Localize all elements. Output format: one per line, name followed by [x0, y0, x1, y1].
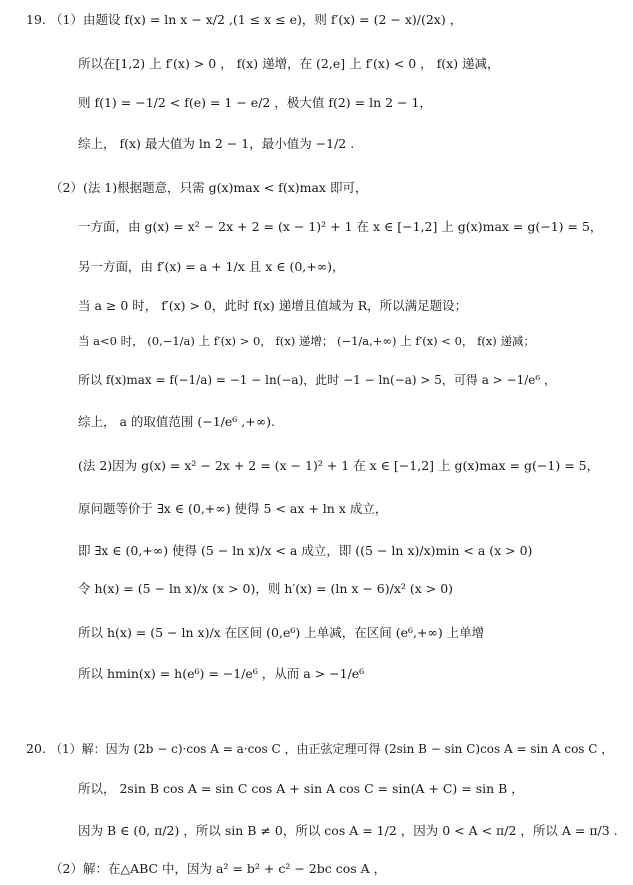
q19-p2-line-8: (法 2)因为 g(x) = x² − 2x + 2 = (x − 1)² + 1 在 x ∈ [−1,2] 上 g(x)max = g(−1) = 5， [78, 458, 600, 473]
q19-p1-line-4: 综上， f(x) 最大值为 ln 2 − 1，最小值为 −1/2 . [78, 136, 355, 151]
q20-p2-line-1: （2）解：在△ABC 中，因为 a² = b² + c² − 2bc cos A ， [50, 861, 387, 876]
q19-p2-line-9: 原问题等价于 ∃x ∈ (0,+∞) 使得 5 < ax + ln x 成立， [78, 501, 388, 516]
q19-p2-line-2: 一方面，由 g(x) = x² − 2x + 2 = (x − 1)² + 1 在 x ∈ [−1,2] 上 g(x)max = g(−1) = 5， [78, 219, 603, 234]
q19-p1-line-1: （1）由题设 f(x) = ln x − x/2 ,(1 ≤ x ≤ e)，则 f′(x) = (2 − x)/(2x) ， [50, 12, 463, 27]
q20-p1-line-3: 因为 B ∈ (0, π/2) ，所以 sin B ≠ 0，所以 cos A = 1/2 ，因为 0 < A < π/2 ，所以 A = π/3 . [78, 823, 618, 838]
q19-p2-line-3: 另一方面，由 f′(x) = a + 1/x 且 x ∈ (0,+∞)， [78, 259, 345, 274]
q19-p2-line-12: 所以 h(x) = (5 − ln x)/x 在区间 (0,e⁶) 上单减，在区间 (e⁶,+∞) 上单增 [78, 625, 485, 640]
q19-p2-line-4: 当 a ≥ 0 时， f′(x) > 0，此时 f(x) 递增且值域为 R，所以满足题设； [78, 298, 468, 313]
q19-p2-line-6: 所以 f(x)max = f(−1/a) = −1 − ln(−a)，此时 −1 − ln(−a) > 5，可得 a > −1/e⁶ ， [78, 373, 557, 387]
question-number: 19. [26, 12, 46, 27]
q19-p2-line-11: 令 h(x) = (5 − ln x)/x (x > 0)，则 h′(x) = (ln x − 6)/x² (x > 0) [78, 581, 454, 596]
q19-p1-line-3: 则 f(1) = −1/2 < f(e) = 1 − e/2 ，极大值 f(2) = ln 2 − 1， [78, 95, 432, 110]
q19-p2-line-13: 所以 hmin(x) = h(e⁶) = −1/e⁶ ，从而 a > −1/e⁶ [78, 666, 365, 681]
question-number: 20. [26, 741, 46, 756]
q19-p2-line-7: 综上， a 的取值范围 (−1/e⁶ ,+∞). [78, 414, 275, 429]
q20-p1-line-2: 所以， 2sin B cos A = sin C cos A + sin A cos C = sin(A + C) = sin B ， [78, 781, 524, 796]
q19-p2-line-1: （2）(法 1)根据题意，只需 g(x)max < f(x)max 即可， [50, 180, 368, 195]
q19-p2-line-10: 即 ∃x ∈ (0,+∞) 使得 (5 − ln x)/x < a 成立，即 ((5 − ln x)/x)min < a (x > 0) [78, 543, 533, 558]
q19-p2-line-5: 当 a<0 时， (0,−1/a) 上 f′(x) > 0， f(x) 递增； (−1/a,+∞) 上 f′(x) < 0， f(x) 递减； [78, 334, 535, 348]
q19-p1-line-2: 所以在[1,2) 上 f′(x) > 0 ， f(x) 递增，在 (2,e] 上 f′(x) < 0 ， f(x) 递减， [78, 56, 500, 71]
q20-p1-line-1: （1）解：因为 (2b − c)·cos A = a·cos C ，由正弦定理可得 (2sin B − sin C)cos A = sin A cos C ， [50, 742, 614, 756]
